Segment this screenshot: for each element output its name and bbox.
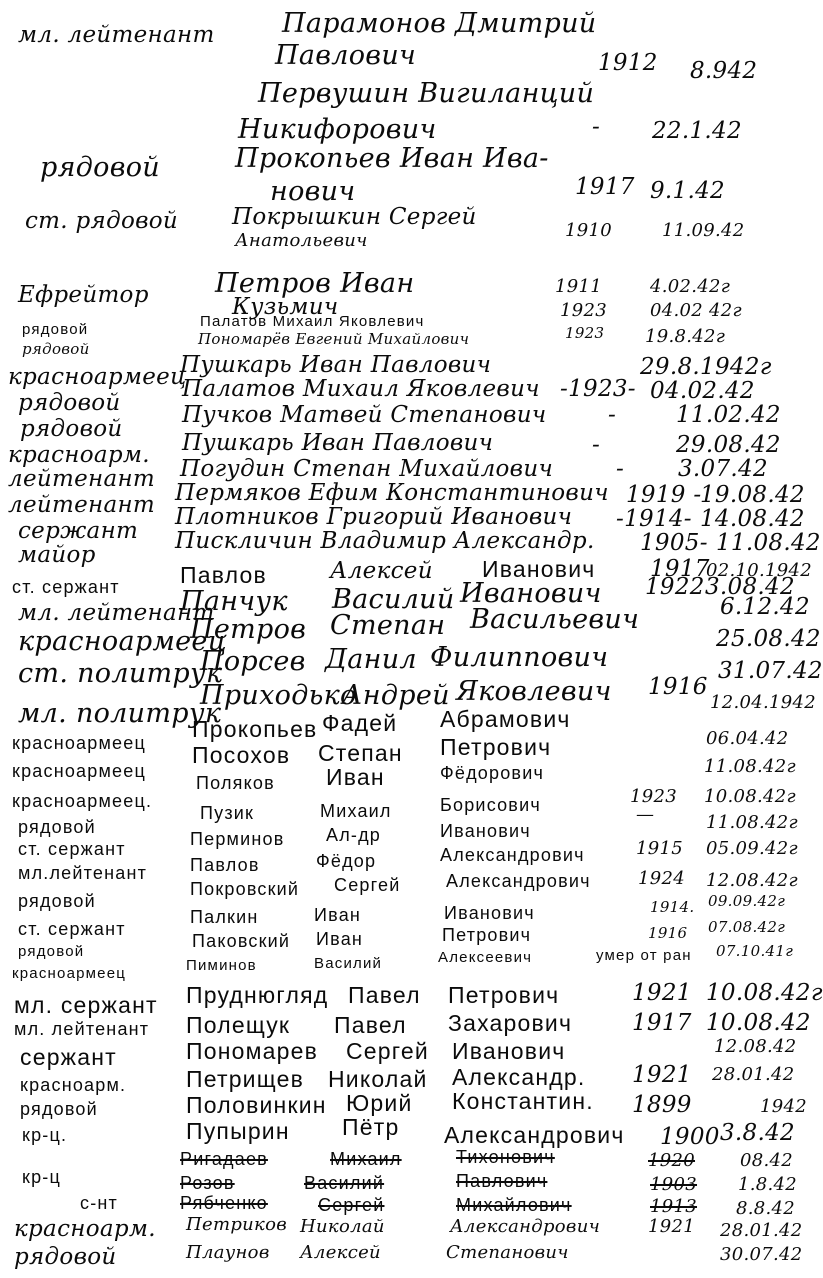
rank: лейтенант (8, 466, 156, 492)
year: 1913 (650, 1196, 698, 1217)
date: 11.08.42г (706, 812, 798, 833)
surname: Розов (180, 1173, 235, 1193)
name: Парамонов Дмитрий (282, 8, 597, 39)
date: 30.07.42 (720, 1244, 803, 1265)
surname: Полещук (186, 1012, 291, 1038)
first-name: Иван (316, 929, 364, 949)
date: 11.09.42 (662, 220, 745, 241)
first-name: Василий (314, 955, 383, 972)
rank: рядовой (18, 943, 85, 960)
date: 9.1.42 (650, 178, 725, 204)
date: 28.01.42 (712, 1064, 795, 1085)
patronymic: Тихонович (456, 1147, 555, 1167)
surname: Петрищев (186, 1066, 305, 1092)
year: 1916 (648, 674, 708, 700)
rank: сержант (18, 518, 139, 544)
year: 1911 (555, 276, 603, 297)
year: 1923 (565, 324, 605, 342)
patronymic: Анатольевич (235, 230, 368, 251)
year: 1905- (640, 530, 708, 556)
year: — (636, 804, 655, 825)
rank: кр-ц (22, 1167, 61, 1187)
patronymic: Александрович (450, 1216, 601, 1237)
year: 1921 (632, 980, 692, 1006)
date: 3.8.42 (720, 1120, 795, 1146)
patronymic: Захарович (448, 1010, 573, 1036)
patronymic: Никифорович (238, 114, 437, 145)
patronymic: Александр. (452, 1064, 586, 1090)
year: 1912 (598, 50, 658, 76)
rank: ст. политрук (18, 658, 223, 689)
rank: Ефрейтор (18, 282, 149, 308)
rank: красноармеец (18, 626, 227, 657)
surname: Панчук (180, 586, 288, 617)
date: 10.08.42 (706, 1010, 811, 1036)
rank: ст. сержант (18, 839, 126, 859)
surname: Поляков (196, 773, 275, 793)
first-name: Иван (314, 905, 362, 925)
first-name: Алексей (330, 558, 433, 584)
date: 29.08.42 (676, 432, 781, 458)
patronymic: Филиппович (430, 642, 609, 673)
year: - (592, 114, 601, 140)
name: Пучков Матвей Степанович (182, 402, 547, 428)
surname: Палкин (190, 907, 259, 927)
rank: мл. лейтенант (18, 22, 215, 48)
rank: красноарм. (14, 1216, 156, 1242)
year: 1919 - (626, 482, 702, 508)
note: умер от ран (596, 947, 692, 964)
patronymic: Иванович (482, 556, 596, 582)
surname: Прокопьев (192, 716, 318, 742)
name: Пискличин Владимир Александр. (175, 528, 595, 554)
name: Прокопьев Иван Ива- (235, 143, 549, 174)
date: 11.08.42г (704, 756, 796, 777)
rank: кр-ц. (22, 1125, 68, 1145)
patronymic: Александрович (446, 871, 591, 891)
name: Первушин Вигиланций (258, 78, 595, 109)
name: Пушкарь Иван Павлович (180, 352, 492, 378)
surname: Посохов (192, 742, 291, 768)
name: Палатов Михаил Яковлевич (200, 313, 425, 330)
date: 08.42 (740, 1150, 794, 1171)
date: 10.08.42г (704, 786, 796, 807)
date: 05.09.42г (706, 838, 798, 859)
first-name: Степан (318, 740, 403, 766)
date: 14.08.42 (700, 506, 805, 532)
first-name: Степан (330, 610, 446, 641)
date: 3.07.42 (678, 456, 768, 482)
date: 07.08.42г (708, 918, 786, 936)
year: -1914- (616, 506, 692, 532)
patronymic: Яковлевич (456, 676, 612, 707)
rank: рядовой (20, 416, 123, 442)
date: 29.8.1942г (640, 354, 772, 380)
first-name: Павел (334, 1012, 407, 1038)
first-name: Сергей (318, 1195, 385, 1215)
patronymic: Александрович (440, 845, 585, 865)
patronymic: Александрович (444, 1122, 625, 1148)
patronymic: Степанович (446, 1242, 569, 1263)
date: 12.08.42г (706, 870, 798, 891)
first-name: Иван (326, 764, 385, 790)
rank: мл. сержант (14, 992, 158, 1018)
first-name: Василий (304, 1173, 385, 1193)
date: 1942 (760, 1096, 808, 1117)
patronymic: Петрович (442, 925, 532, 945)
year: 1916 (648, 924, 688, 942)
date: 19.8.42г (645, 326, 726, 347)
rank: мл. политрук (18, 698, 222, 729)
year: - (608, 402, 617, 428)
rank: ст. сержант (12, 577, 120, 597)
first-name: Алексей (300, 1242, 381, 1263)
rank: майор (18, 542, 96, 568)
date: 12.08.42 (714, 1036, 797, 1057)
date: 06.04.42 (706, 728, 789, 749)
surname: Пруднюгляд (186, 982, 329, 1008)
first-name: Василий (332, 584, 455, 615)
date: 07.10.41г (716, 942, 794, 960)
date: 4.02.42г (650, 276, 731, 297)
patronymic: Михайлович (456, 1195, 572, 1215)
patronymic: Павлович (275, 40, 417, 71)
patronymic: Иванович (440, 821, 531, 841)
first-name: Данил (325, 644, 417, 675)
surname: Паковский (192, 931, 291, 951)
first-name: Пётр (342, 1114, 400, 1140)
year: 1922 (645, 574, 705, 600)
rank: красноарм. (8, 442, 150, 468)
rank: рядовой (20, 1099, 98, 1119)
year: 1921 (632, 1062, 692, 1088)
rank: лейтенант (8, 492, 156, 518)
surname: Плаунов (186, 1242, 270, 1263)
rank: рядовой (40, 152, 160, 183)
rank: красноармеец (8, 364, 187, 390)
first-name: Фадей (322, 710, 398, 736)
first-name: Николай (328, 1066, 428, 1092)
rank: с-нт (80, 1193, 118, 1213)
patronymic: Константин. (452, 1088, 594, 1114)
year: 1910 (565, 220, 613, 241)
rank: рядовой (18, 891, 96, 911)
surname: Ригадаев (180, 1149, 268, 1169)
year: - (616, 456, 625, 482)
date: 04.02 42г (650, 300, 742, 321)
patronymic: Павлович (456, 1171, 548, 1191)
first-name: Сергей (346, 1038, 429, 1064)
patronymic: Абрамович (440, 706, 571, 732)
rank: рядовой (18, 390, 121, 416)
patronymic: Петрович (440, 734, 552, 760)
year: - (592, 432, 601, 458)
date: 8.942 (690, 58, 758, 84)
year: 1903 (650, 1174, 698, 1195)
rank: рядовой (18, 817, 96, 837)
surname: Павлов (190, 855, 260, 875)
rank: рядовой (22, 321, 89, 338)
date: 19.08.42 (700, 482, 805, 508)
first-name: Николай (300, 1216, 385, 1237)
patronymic: Петрович (448, 982, 560, 1008)
surname: Петров (190, 614, 307, 645)
patronymic: Васильевич (470, 604, 640, 635)
rank: рядовой (14, 1244, 117, 1270)
name: Погудин Степан Михайлович (180, 456, 554, 482)
patronymic: Фёдорович (440, 763, 545, 783)
rank: мл.лейтенант (18, 863, 148, 883)
rank: ст. сержант (18, 919, 126, 939)
year: 1924 (638, 868, 686, 889)
year: 1914. (650, 898, 695, 916)
name: Палатов Михаил Яковлевич (182, 376, 540, 402)
date: 31.07.42 (718, 658, 823, 684)
year: 1917 (650, 556, 710, 582)
year: 1917 (632, 1010, 692, 1036)
first-name: Ал-др (326, 825, 382, 845)
surname: Пупырин (186, 1118, 290, 1144)
patronymic: Кузьмич (232, 294, 339, 320)
first-name: Андрей (342, 680, 450, 711)
first-name: Михаил (330, 1149, 402, 1169)
surname: Половинкин (186, 1092, 327, 1118)
surname: Пиминов (186, 957, 257, 974)
year: 1899 (632, 1092, 692, 1118)
name: Пушкарь Иван Павлович (182, 430, 494, 456)
date: 09.09.42г (708, 892, 786, 910)
rank: красноарм. (20, 1075, 127, 1095)
year: 1923 (560, 300, 608, 321)
date: 11.08.42 (716, 530, 821, 556)
year: 1923 (630, 786, 678, 807)
year: 1900 (660, 1124, 720, 1150)
first-name: Юрий (346, 1090, 413, 1116)
first-name: Сергей (334, 875, 401, 895)
patronymic: Алексеевич (438, 949, 533, 966)
date: 22.1.42 (652, 118, 742, 144)
rank: мл. лейтенант (14, 1019, 150, 1039)
date: 28.01.42 (720, 1220, 803, 1241)
date: 10.08.42г (706, 980, 823, 1006)
date: 04.02.42 (650, 378, 755, 404)
name: Покрышкин Сергей (232, 204, 477, 230)
surname: Павлов (180, 562, 267, 588)
date: 12.04.1942 (710, 692, 817, 713)
surname: Рябченко (180, 1193, 268, 1213)
year: 1917 (575, 174, 635, 200)
first-name: Павел (348, 982, 421, 1008)
rank: ст. рядовой (25, 208, 179, 234)
name: Пономарёв Евгений Михайлович (198, 330, 470, 348)
patronymic: Иванович (452, 1038, 566, 1064)
surname: Пономарев (186, 1038, 319, 1064)
rank: красноармеец (12, 733, 146, 753)
name: Петров Иван (215, 268, 415, 299)
rank: красноармеец (12, 965, 127, 982)
first-name: Михаил (320, 801, 392, 821)
date: 8.8.42 (736, 1198, 796, 1219)
date: 11.02.42 (676, 402, 781, 428)
patronymic: нович (270, 176, 356, 207)
surname: Пузик (200, 803, 255, 823)
date: 3.08.42 (705, 574, 795, 600)
patronymic: Иванович (444, 903, 535, 923)
year: 1921 (648, 1216, 696, 1237)
surname: Покровский (190, 879, 300, 899)
name: Плотников Григорий Иванович (175, 504, 573, 530)
surname: Порсев (200, 646, 306, 677)
first-name: Фёдор (316, 851, 377, 871)
date: 02.10.1942 (706, 560, 813, 581)
surname: Перминов (190, 829, 285, 849)
rank: рядовой (22, 340, 90, 358)
rank: красноармеец (12, 761, 146, 781)
patronymic: Иванович (460, 578, 602, 609)
surname: Приходько (200, 680, 357, 711)
rank: сержант (20, 1044, 117, 1070)
surname: Петриков (186, 1214, 287, 1235)
name: Пермяков Ефим Константинович (175, 480, 609, 506)
date: 25.08.42 (716, 626, 821, 652)
year: 1915 (636, 838, 684, 859)
year: 1920 (648, 1150, 696, 1171)
date: 6.12.42 (720, 594, 810, 620)
rank: красноармеец. (12, 791, 153, 811)
patronymic: Борисович (440, 795, 541, 815)
date: 1.8.42 (738, 1174, 798, 1195)
rank: мл. лейтенант (18, 600, 215, 626)
year: -1923- (560, 376, 636, 402)
